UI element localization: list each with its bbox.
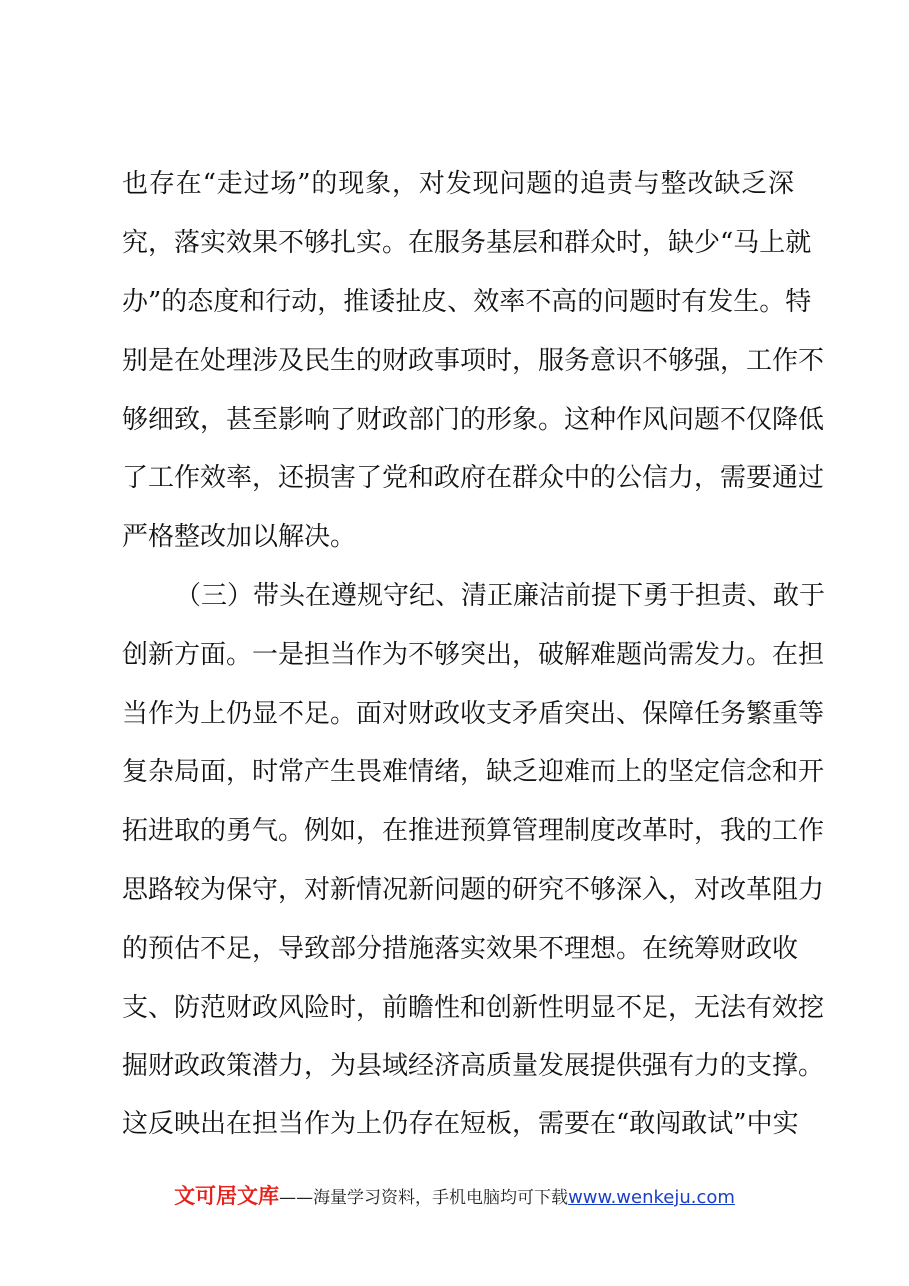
body-text-line: 掘财政政策潜力，为县域经济高质量发展提供强有力的支撑。 <box>122 1051 825 1081</box>
section-heading-line: （三）带头在遵规守纪、清正廉洁前提下勇于担责、敢于 <box>175 581 826 611</box>
body-text-line: 支、防范财政风险时，前瞻性和创新性明显不足，无法有效挖 <box>122 993 825 1023</box>
body-text-line: 创新方面。一是担当作为不够突出，破解难题尚需发力。在担 <box>122 640 825 670</box>
footer-brand: 文可居文库 <box>174 1184 280 1208</box>
body-text-line: 思路较为保守，对新情况新问题的研究不够深入，对改革阻力 <box>122 875 825 905</box>
body-text-line: 拓进取的勇气。例如，在推进预算管理制度改革时，我的工作 <box>122 816 825 846</box>
body-text-line: 够细致，甚至影响了财政部门的形象。这种作风问题不仅降低 <box>122 405 825 435</box>
body-text-line: 复杂局面，时常产生畏难情绪，缺乏迎难而上的坚定信念和开 <box>122 757 825 787</box>
footer-slogan: ——海量学习资料，手机电脑均可下载 <box>279 1188 569 1208</box>
footer-banner <box>0 1180 909 1210</box>
body-text-line: 究，落实效果不够扎实。在服务基层和群众时，缺少“马上就 <box>122 228 812 258</box>
footer-link[interactable]: www.wenkeju.com <box>568 1187 735 1208</box>
body-text-line: 别是在处理涉及民生的财政事项时，服务意识不够强，工作不 <box>122 346 825 376</box>
body-text-line: 的预估不足，导致部分措施落实效果不理想。在统筹财政收 <box>122 934 799 964</box>
body-text-line: 办”的态度和行动，推诿扯皮、效率不高的问题时有发生。特 <box>122 287 812 317</box>
body-text-line: 严格整改加以解决。 <box>122 522 357 552</box>
body-text-line: 也存在“走过场”的现象，对发现问题的追责与整改缺乏深 <box>122 169 794 199</box>
body-text-line: 这反映出在担当作为上仍存在短板，需要在“敢闯敢试”中实 <box>122 1109 799 1139</box>
body-text-line: 了工作效率，还损害了党和政府在群众中的公信力，需要通过 <box>122 463 825 493</box>
body-text-line: 当作为上仍显不足。面对财政收支矛盾突出、保障任务繁重等 <box>122 699 825 729</box>
